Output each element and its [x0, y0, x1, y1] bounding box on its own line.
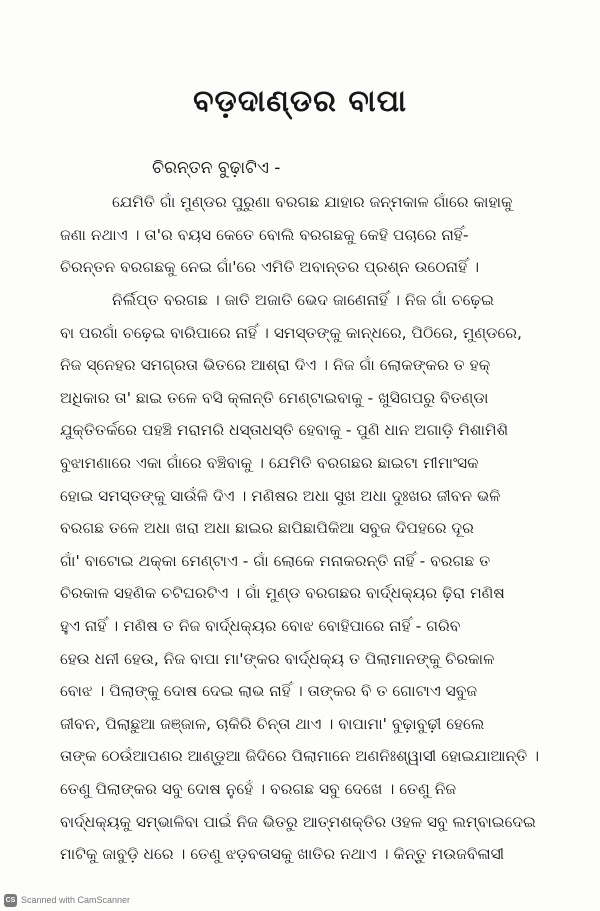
text-line: ଗାଁ' ବାଟୋଇ ଥକ୍କା ମେଣ୍ଟାଏ - ଗାଁ ଲୋକେ ମନାକରନ୍ତି ନାହିଁ - ବରଗଛ ତ: [60, 551, 491, 570]
text-line: ନିଜ ସ୍ନେହର ସମଗ୍ରତା ଭିତରେ ଆଶ୍ରା ଦିଏ । ନିଜ ଗାଁ ଲୋକଙ୍କର ତ ହକ୍: [60, 356, 491, 375]
text-line: ନିର୍ଲିପ୍ତ ବରଗଛ । ଜାତି ଅଜାତି ଭେଦ ଜାଣେନାହିଁ । ନିଜ ଗାଁ ଚଢ଼େଇ: [112, 291, 494, 309]
chapter-title: ବଡ଼ଦାଣ୍ଡର ବାପା: [193, 84, 407, 119]
text-line: ବାର୍ଦ୍ଧକ୍ୟକୁ ସମ୍ଭାଳିବା ପାଇଁ ନିଜ ଭିତରୁ ଆତ୍ମଶକ୍ତିର ଓହଳ ସବୁ ଲମ୍ବାଇଦେଇ: [60, 812, 536, 831]
text-line: ତାଙ୍କ ଠେଉଁଆପଣର ଆଣ୍ଡୁଆ ଜିଦିରେ ପିଲାମାନେ ଅଣନିଃଶ୍ୱାସୀ ହୋଇଯାଆନ୍ତି ।: [60, 747, 540, 766]
text-line: ତେଣୁ ପିଲାଙ୍କର ସବୁ ଦୋଷ ନୁହେଁ । ବରଗଛ ସବୁ ଦେଖେ । ତେଣୁ ନିଜ: [60, 779, 457, 798]
watermark-text: Scanned with CamScanner: [21, 895, 131, 905]
text-line: ଚିରକାଳ ସହଣିକ ଚଟିଘରଟିଏ । ଗାଁ ମୁଣ୍ଡ ବରଗଛର ବାର୍ଦ୍ଧକ୍ୟର ଢ଼ିରା ମଣିଷ: [60, 584, 505, 603]
text-line: ଚିରନ୍ତନ ବରଗଛକୁ ନେଇ ଗାଁ'ରେ ଏମିତି ଅବାନ୍ତର ପ୍ରଶ୍ନ ଉଠେନାହିଁ ।: [60, 258, 480, 277]
camscanner-logo-icon: CS: [4, 894, 17, 907]
opening-phrase: ଚିରନ୍ତନ ବୁଢ଼ାଟିଏ -: [152, 158, 281, 178]
text-line: ଅଧିକାର ତା' ଛାଇ ତଳେ ବସି କ୍ଳାନ୍ତି ମେଣ୍ଟାଇବାକୁ - ଖୁସିଗପରୁ ବିତଣ୍ଡା: [60, 388, 489, 407]
paragraph-2: [60, 284, 548, 871]
scanner-watermark: [0, 889, 600, 911]
paragraph-1: [60, 186, 548, 284]
text-line: ବରଗଛ ତଳେ ଅଧା ଖରା ଅଧା ଛାଇର ଛାପିଛାପିକିଆ ସବୁଜ ଦିପହରେ ଦୂର: [60, 519, 474, 538]
text-line: ବୋଝ । ପିଲାଙ୍କୁ ଦୋଷ ଦେଇ ଲାଭ ନାହିଁ । ତାଙ୍କର ବି ତ ଗୋଟାଏ ସବୁଜ: [60, 682, 478, 701]
text-line: ବା ପରଗାଁ ଚଢ଼େଇ ବାରିପାରେ ନାହିଁ । ସମସ୍ତଙ୍କୁ କାନ୍ଧରେ, ପିଠିରେ, ମୁଣ୍ଡରେ,: [60, 323, 522, 342]
text-line: ଜଣା ନଥାଏ । ତା'ର ବୟସ କେତେ ବୋଲି ବରଗଛକୁ କେହି ପଚାରେ ନାହିଁ-: [60, 225, 469, 244]
text-line: ହୋଇ ସମସ୍ତଙ୍କୁ ସାଉଁଳି ଦିଏ । ମଣିଷର ଅଧା ସୁଖ ଅଧା ଦୁଃଖର ଜୀବନ ଭଳି: [60, 486, 501, 505]
text-line: ଯେମିତି ଗାଁ ମୁଣ୍ଡର ପୁରୁଣା ବରଗଛ ଯାହାର ଜନ୍ମକାଳ ଗାଁରେ କାହାକୁ: [112, 193, 513, 211]
text-line: ଜୀବନ, ପିଲାଛୁଆ ଜଞ୍ଜାଳ, ଚାକିରି ଚିନ୍ତା ଥାଏ । ବାପାମା' ବୁଢ଼ାବୁଢ଼ୀ ହେଲେ: [60, 714, 485, 733]
text-line: ଯୁକ୍ତିତର୍କରେ ପହଞ୍ଚି ମରାମରି ଧସ୍ତାଧସ୍ତି ହେବାକୁ - ପୁଣି ଧାନ ଅଗାଡ଼ି ମିଶାମିଶି: [60, 421, 509, 440]
text-line: ମାଟିକୁ ଜାବୁଡ଼ି ଧରେ । ତେଣୁ ଝଡ଼ବତାସକୁ ଖାତିର ନଥାଏ । କିନ୍ତୁ ମଉଜବିଳାସୀ: [60, 845, 505, 864]
text-line: ହୁଏ ନାହିଁ । ମଣିଷ ତ ନିଜ ବାର୍ଦ୍ଧକ୍ୟର ବୋଝ ବୋହିପାରେ ନାହିଁ - ଗରିବ: [60, 616, 461, 635]
text-line: ବୁଝାମଣାରେ ଏକା ଗାଁରେ ବଞ୍ଚିବାକୁ । ଯେମିତି ବରଗଛର ଛାଇଟା ମୀମାଂସକ: [60, 453, 479, 472]
text-line: ହେଉ ଧନୀ ହେଉ, ନିଜ ବାପା ମା'ଙ୍କର ବାର୍ଦ୍ଧକ୍ୟ ତ ପିଲାମାନଙ୍କୁ ଚିରକାଳ: [60, 649, 495, 668]
